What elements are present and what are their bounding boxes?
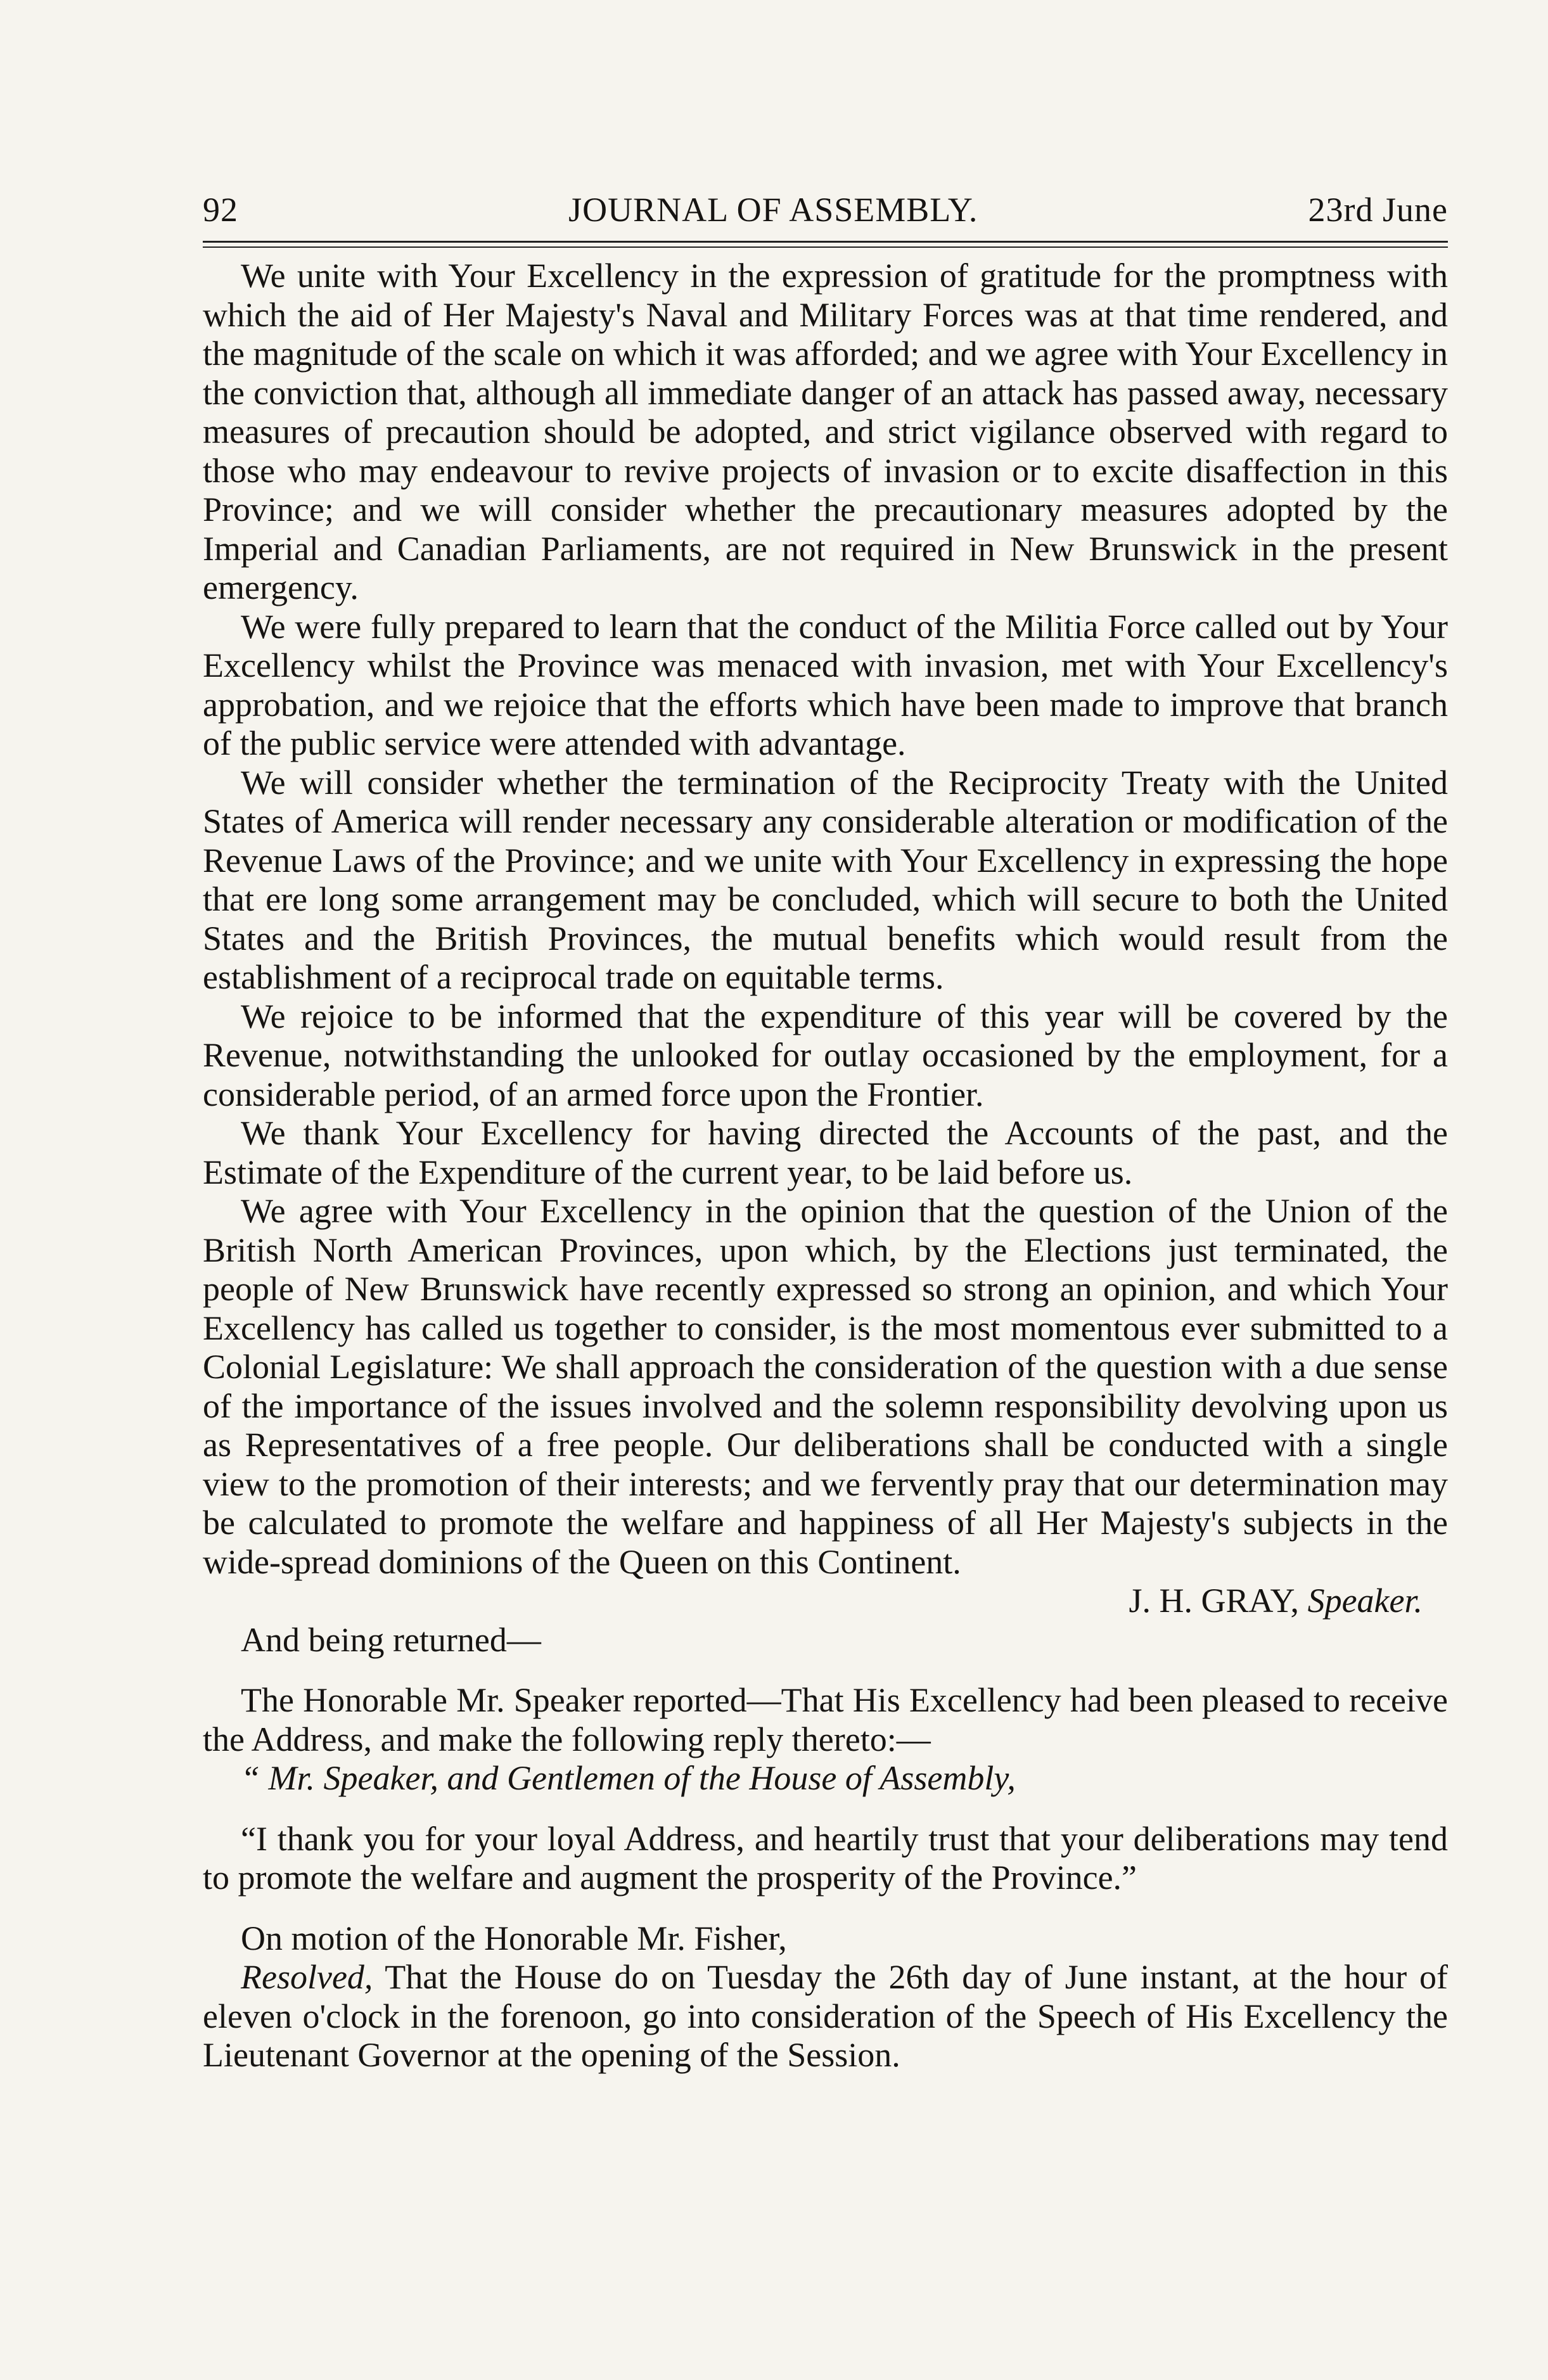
signature [203,1582,1448,1621]
reply-salutation: “ Mr. Speaker, and Gentlemen of the House of Assembly, [241,1759,1016,1797]
running-title: JOURNAL OF ASSEMBLY. [568,191,978,229]
paragraph: We thank Your Excellency for having directed the Accounts of the past, and the Estimate of the Expenditure of the current year, to be laid before us. [203,1114,1448,1191]
resolved-text: That the House do on Tuesday the 26th day of June instant, at the hour of eleven o'clock in the forenoon, go into consideration of the Speech of His Excellency the Lieutenant Governor at the opening of the Session. [203,1958,1448,2074]
paragraph: We agree with Your Excellency in the opinion that the question of the Union of the British North American Provinces, upon which, by the Elections just terminated, the people of New Brunswick have recently expressed so strong an opinion, and which Your Excellency has called us together to consider, is the most momentous ever submitted to a Colonial Legislature: We shall approach the consideration of the question with a due sense of the importance of the issues involved and the solemn responsibility devolving upon us as Representatives of a free people. Our deliberations shall be conducted with a single view to the promotion of their interests; and we fervently pray that our determination may be calculated to promote the welfare and happiness of all Her Majesty's subjects in the wide-spread dominions of the Queen on this Continent. [203,1192,1448,1581]
resolved-label: Resolved, [241,1958,373,1996]
page-number: 92 [203,191,238,229]
paragraph: We unite with Your Excellency in the expression of gratitude for the promptness with which the aid of Her Majesty's Naval and Military Forces was at that time rendered, and the magnitude of the scale on which it was afforded; and we agree with Your Excellency in the conviction that, although all immediate danger of an attack has passed away, necessary measures of precaution should be adopted, and strict vigilance observed with regard to those who may endeavour to revive projects of invasion or to excite disaffection in this Province; and we will consider whether the precautionary measures adopted by the Imperial and Canadian Parliaments, are not required in New Brunswick in the present emergency. [203,257,1448,606]
reply-text: “I thank you for your loyal Address, and heartily trust that your deliberations may tend to promote the welfare and augment the prosperity of the Province.” [203,1819,1448,1897]
paragraph: We will consider whether the termination of the Reciprocity Treaty with the United States of America will render necessary any considerable alteration or modification of the Revenue Laws of the Province; and we unite with Your Excellency in expressing the hope that ere long some arrangement may be concluded, which will secure to both the United States and the British Provinces, the mutual benefits which would result from the establishment of a reciprocal trade on equitable terms. [203,763,1448,996]
paragraph: We rejoice to be informed that the expenditure of this year will be covered by the Revenue, notwithstanding the unlooked for outlay occasioned by the employment, for a considerable period, of an armed force upon the Frontier. [203,997,1448,1113]
signature-name: J. H. GRAY, [1129,1582,1300,1620]
page-body [203,257,1448,2075]
signature-title: Speaker. [1307,1582,1423,1620]
page-header [203,190,1448,229]
page-date: 23rd June [1308,191,1448,229]
resolution [203,1958,1448,2075]
returned-line: And being returned— [241,1620,541,1659]
motion-line: On motion of the Honorable Mr. Fisher, [241,1919,787,1957]
speaker-report: The Honorable Mr. Speaker reported—That His Excellency had been pleased to receive the Address, and make the following reply thereto:— [203,1681,1448,1758]
paragraph: We were fully prepared to learn that the conduct of the Militia Force called out by Your Excellency whilst the Province was menaced with invasion, met with Your Excellency's approbation, and we rejoice that the efforts which have been made to improve that branch of the public service were attended with advantage. [203,607,1448,762]
header-rule [203,241,1448,248]
